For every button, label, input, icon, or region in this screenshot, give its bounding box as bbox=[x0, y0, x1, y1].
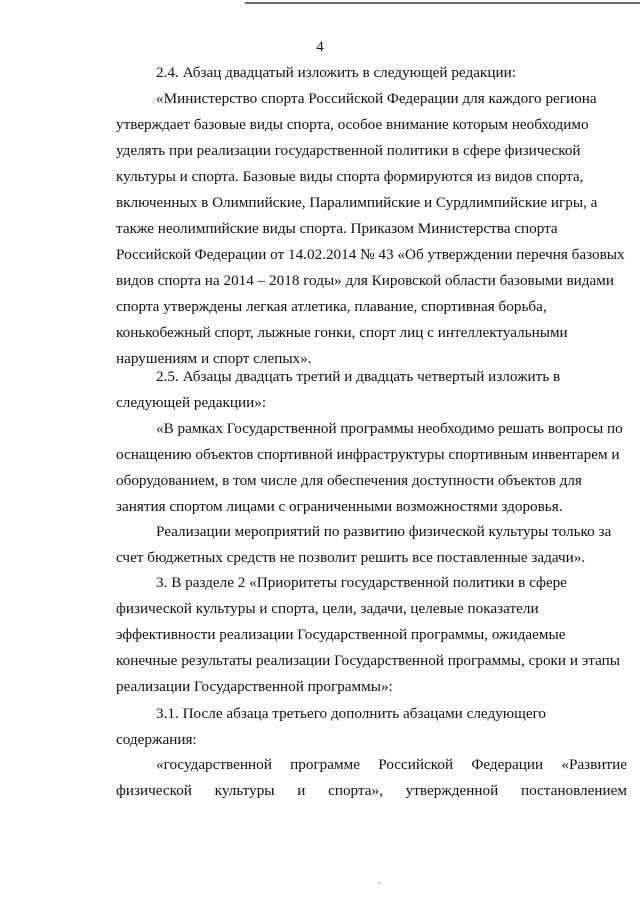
text-line: 3. В разделе 2 «Приоритеты государственной политики в сфере bbox=[156, 574, 567, 591]
text-line: видов спорта на 2014 – 2018 годы» для Кировской области базовыми видами bbox=[116, 272, 614, 289]
paragraph-3-1 bbox=[116, 701, 627, 753]
text-line: культуры и спорта. Базовые виды спорта формируются из видов спорта, bbox=[116, 168, 584, 185]
scan-speck bbox=[378, 882, 380, 884]
text-line: 2.5. Абзацы двадцать третий и двадцать четвертый изложить в bbox=[156, 368, 561, 385]
text-line: следующей редакции»: bbox=[116, 394, 267, 411]
text-line: также неолимпийские виды спорта. Приказом Министерства спорта bbox=[116, 220, 558, 237]
text-line: уделять при реализации государственной политики в сфере физической bbox=[116, 142, 581, 159]
header-rule bbox=[245, 2, 640, 4]
text-line: оснащению объектов спортивной инфраструктуры спортивным инвентарем и bbox=[116, 446, 620, 463]
text-line: конечные результаты реализации Государственной программы, сроки и этапы bbox=[116, 652, 620, 669]
paragraph-infrastructure-quote bbox=[116, 416, 627, 520]
paragraph-2-5 bbox=[116, 364, 627, 416]
text-line: нарушениям и спорт слепых». bbox=[116, 350, 312, 367]
text-line: конькобежный спорт, лыжные гонки, спорт лиц с интеллектуальными bbox=[116, 324, 568, 341]
text-line: 3.1. После абзаца третьего дополнить абзацами следующего bbox=[156, 705, 547, 722]
text-line: Реализации мероприятий по развитию физической культуры только за bbox=[156, 523, 612, 540]
text-line: 2.4. Абзац двадцатый изложить в следующей редакции: bbox=[156, 64, 516, 81]
text-line: «государственной программе Российской Федерации «Развитие bbox=[156, 756, 627, 773]
text-line: эффективности реализации Государственной программы, ожидаемые bbox=[116, 626, 566, 643]
text-line: «Министерство спорта Российской Федерации для каждого региона bbox=[156, 90, 597, 107]
paragraph-section-2 bbox=[116, 570, 627, 700]
text-line: включенных в Олимпийские, Паралимпийские и Сурдлимпийские игры, а bbox=[116, 194, 598, 211]
text-line: спорта утверждены легкая атлетика, плавание, спортивная борьба, bbox=[116, 298, 547, 315]
text-line: оборудованием, в том числе для обеспечения доступности объектов для bbox=[116, 472, 582, 489]
text-line: физической культуры и спорта», утвержденной постановлением bbox=[116, 782, 627, 799]
text-line: «В рамках Государственной программы необходимо решать вопросы по bbox=[156, 420, 623, 437]
text-line: занятия спортом лицами с ограниченными возможностями здоровья. bbox=[116, 498, 563, 515]
paragraph-2-4 bbox=[116, 60, 627, 86]
paragraph-minsport-quote bbox=[116, 86, 627, 372]
paragraph-budget bbox=[116, 519, 627, 571]
page-number: 4 bbox=[316, 39, 324, 55]
text-line: Российской Федерации от 14.02.2014 № 43 «Об утверждении перечня базовых bbox=[116, 246, 625, 263]
text-line: реализации Государственной программы»: bbox=[116, 678, 393, 695]
text-line: физической культуры и спорта, цели, задачи, целевые показатели bbox=[116, 600, 539, 617]
text-line: утверждает базовые виды спорта, особое внимание которым необходимо bbox=[116, 116, 589, 133]
text-line: содержания: bbox=[116, 731, 197, 748]
text-line: счет бюджетных средств не позволит решить все поставленные задачи». bbox=[116, 549, 586, 566]
paragraph-gosprogramma-quote bbox=[116, 752, 627, 804]
